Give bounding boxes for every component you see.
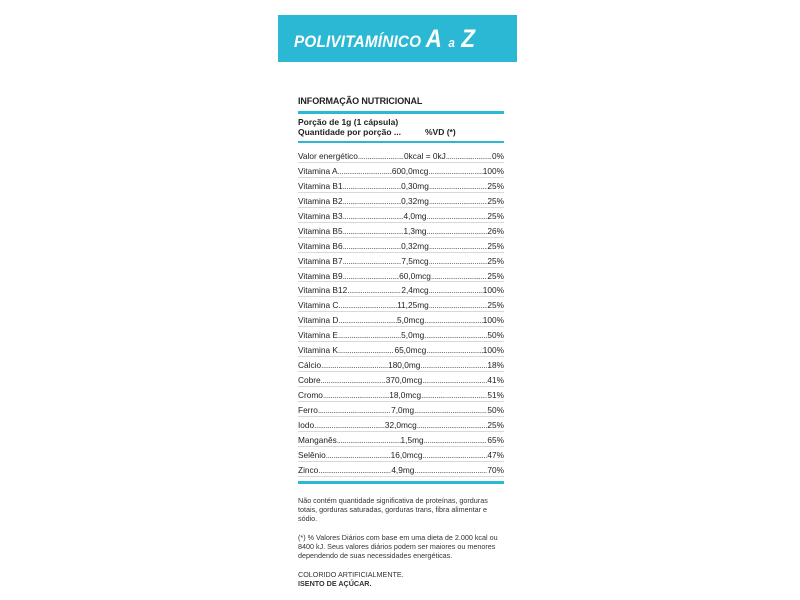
nutrient-amount: 18,0mcg (389, 390, 422, 400)
nutrient-daily-value: 50% (487, 404, 504, 415)
nutrient-daily-value: 100% (482, 165, 504, 176)
nutrient-row (298, 402, 504, 417)
nutrient-name: Cromo (298, 390, 323, 400)
nutrient-name: Vitamina B3 (298, 210, 343, 221)
nutrient-amount: 0,30mg (401, 180, 429, 191)
nutrient-row (298, 432, 504, 447)
nutrient-daily-value: 25% (487, 180, 504, 191)
nutrient-row (298, 253, 504, 268)
nutrient-name: Vitamina B9 (298, 270, 343, 281)
nutrient-row (298, 178, 504, 193)
nutrient-row (298, 148, 504, 163)
product-title (294, 25, 475, 54)
leader-dots (422, 450, 487, 460)
leader-dots (414, 465, 487, 475)
nutrient-amount: 7,0mg (391, 404, 415, 415)
nutrition-heading: INFORMAÇÃO NUTRICIONAL (298, 96, 423, 106)
leader-dots (343, 181, 402, 191)
leader-dots (338, 330, 401, 340)
nutrient-name: Vitamina B1 (298, 180, 343, 191)
nutrient-amount: 1,3mg (403, 225, 427, 236)
nutrient-amount: 5,0mg (401, 330, 425, 341)
nutrient-amount: 370,0mcg (385, 375, 423, 386)
leader-dots (431, 271, 487, 281)
leader-dots (421, 390, 487, 400)
nutrient-row (298, 417, 504, 432)
leader-dots (427, 211, 488, 221)
leader-dots (420, 360, 487, 370)
nutrient-row (298, 387, 504, 402)
leader-dots (337, 435, 401, 445)
nutrient-name: Vitamina A (298, 165, 338, 176)
leader-dots (338, 166, 392, 176)
product-title-connector: a (448, 35, 456, 50)
nutrient-row (298, 223, 504, 238)
nutrient-name: Selênio (298, 449, 326, 460)
leader-dots (326, 450, 391, 460)
portion-header-row (298, 127, 504, 137)
nutrient-row (298, 297, 504, 312)
nutrient-daily-value: 51% (487, 390, 504, 400)
nutrient-daily-value: 25% (487, 419, 504, 430)
product-title-letter-z: Z (461, 25, 476, 53)
nutrient-name: Vitamina C (298, 300, 339, 311)
nutrient-name: Vitamina B5 (298, 225, 343, 236)
leader-dots (343, 211, 404, 221)
nutrient-amount: 65,0mcg (394, 345, 427, 356)
product-title-main: POLIVITAMÍNICO (294, 32, 422, 51)
nutrient-amount: 11,25mg (397, 300, 429, 311)
nutrient-daily-value: 18% (487, 360, 504, 371)
nutrient-name: Zinco (298, 464, 319, 475)
nutrient-row (298, 238, 504, 253)
nutrient-amount: 7,5mcg (401, 255, 429, 266)
nutrient-row (298, 342, 504, 357)
note-daily-values: (*) % Valores Diários com base em uma dieta de 2.000 kcal ou 8400 kJ. Seus valores diários podem ser maiores ou menores dependendo de suas necessidades energéticas. (298, 532, 498, 560)
nutrient-row (298, 163, 504, 178)
leader-dots (429, 285, 483, 295)
nutrient-row (298, 282, 504, 297)
nutrient-amount: 0,32mg (401, 195, 429, 206)
nutrient-row (298, 357, 504, 372)
nutrient-daily-value: 100% (482, 345, 504, 356)
nutrient-name: Vitamina B6 (298, 240, 343, 251)
leader-dots (343, 241, 402, 251)
leader-dots (318, 465, 391, 475)
leader-dots (428, 166, 482, 176)
leader-dots (424, 330, 487, 340)
portion-info (298, 117, 504, 137)
leader-dots (338, 315, 397, 325)
leader-dots (323, 390, 389, 400)
leader-dots (343, 226, 404, 236)
nutrient-amount: 0,32mg (401, 240, 429, 251)
product-title-banner (278, 15, 517, 62)
nutrient-row (298, 268, 504, 283)
nutrient-name: Vitamina B12 (298, 285, 348, 296)
nutrient-amount: 1,5mg (400, 434, 424, 445)
heading-divider (298, 111, 504, 114)
nutrient-daily-value: 47% (487, 449, 504, 460)
leader-dots (347, 285, 401, 295)
nutrition-facts-panel (298, 95, 504, 588)
leader-dots (417, 420, 488, 430)
nutrient-amount: 16,0mcg (390, 449, 423, 460)
nutrient-daily-value: 25% (487, 195, 504, 206)
nutrient-name: Cálcio (298, 360, 322, 371)
nutrient-daily-value: 50% (487, 330, 504, 341)
nutrient-daily-value: 100% (482, 285, 504, 296)
nutrient-name: Vitamina K (298, 345, 338, 356)
leader-dots (343, 256, 402, 266)
leader-dots (426, 345, 482, 355)
nutrient-row (298, 208, 504, 223)
nutrient-name: Vitamina E (298, 330, 338, 341)
leader-dots (424, 435, 488, 445)
nutrient-name: Valor energético (298, 151, 358, 161)
leader-dots (429, 241, 488, 251)
leader-dots (424, 315, 483, 325)
leader-dots (429, 256, 488, 266)
leader-dots (343, 196, 402, 206)
leader-dots (422, 375, 487, 385)
product-title-letter-a: A (425, 25, 443, 53)
nutrient-amount: 4,0mg (403, 210, 427, 221)
nutrient-amount: 60,0mcg (399, 270, 431, 281)
nutrient-amount: 2,4mcg (401, 285, 429, 296)
nutrient-amount: 0kcal = 0kJ (404, 151, 446, 161)
nutrient-daily-value: 25% (487, 210, 504, 221)
nutrient-amount: 4,9mg (391, 464, 415, 475)
nutrient-daily-value: 25% (487, 255, 504, 266)
nutrient-amount: 180,0mg (388, 360, 421, 371)
nutrient-daily-value: 70% (487, 464, 504, 475)
nutrient-daily-value: 41% (487, 375, 504, 386)
leader-dots (314, 420, 385, 430)
note-not-significant: Não contém quantidade significativa de proteínas, gorduras totais, gorduras saturadas, gorduras trans, fibra alimentar e sódio. (298, 495, 488, 523)
quantity-per-portion-label: Quantidade por porção ... (298, 127, 401, 137)
vd-header: %VD (*) (424, 127, 456, 137)
leader-dots (343, 271, 399, 281)
nutrient-name: Vitamina B2 (298, 195, 343, 206)
nutrient-daily-value: 65% (487, 434, 504, 445)
leader-dots (318, 405, 391, 415)
leader-dots (321, 360, 388, 370)
portion-size: Porção de 1g (1 cápsula) (298, 117, 399, 127)
nutrient-amount: 32,0mcg (384, 419, 417, 430)
nutrient-row (298, 372, 504, 387)
nutrient-row (298, 327, 504, 342)
note-colored: COLORIDO ARTIFICIALMENTE. (298, 569, 404, 579)
nutrient-name: Vitamina B7 (298, 255, 343, 266)
leader-dots (429, 181, 488, 191)
leader-dots (429, 300, 488, 310)
nutrient-name: Cobre (298, 375, 321, 386)
leader-dots (429, 196, 488, 206)
nutrient-row (298, 447, 504, 462)
leader-dots (414, 405, 487, 415)
nutrient-daily-value: 25% (487, 270, 504, 281)
nutrient-row (298, 193, 504, 208)
nutrient-daily-value: 25% (487, 240, 504, 251)
nutrient-name: Manganês (298, 434, 337, 445)
leader-dots (358, 151, 404, 161)
nutrient-row (298, 312, 504, 327)
leader-dots (321, 375, 386, 385)
nutrition-table (298, 148, 504, 477)
table-header-divider (298, 141, 504, 143)
nutrient-amount: 5,0mcg (396, 315, 425, 326)
note-sugar-free: ISENTO DE AÇÚCAR. (298, 578, 372, 588)
nutrient-name: Vitamina D (298, 315, 339, 326)
table-footer-divider (298, 481, 504, 484)
nutrient-daily-value: 100% (482, 315, 504, 326)
leader-dots (338, 345, 394, 355)
nutrient-daily-value: 0% (492, 151, 504, 161)
nutrient-daily-value: 26% (487, 225, 504, 236)
nutrient-row (298, 462, 504, 477)
nutrient-name: Iodo (298, 419, 315, 430)
nutrient-name: Ferro (298, 404, 318, 415)
nutrient-amount: 600,0mcg (391, 165, 429, 176)
leader-dots (427, 226, 488, 236)
leader-dots (446, 151, 492, 161)
nutrient-daily-value: 25% (487, 300, 504, 311)
leader-dots (338, 300, 397, 310)
